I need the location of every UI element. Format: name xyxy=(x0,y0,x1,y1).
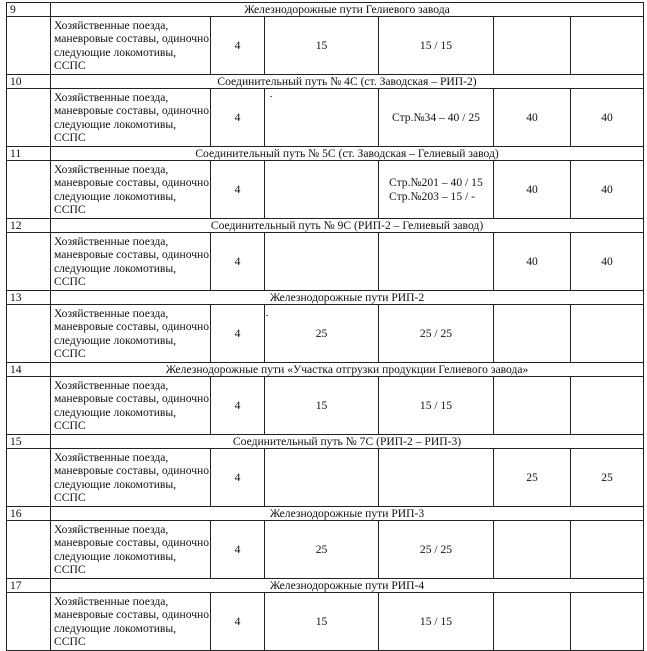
section-title: Железнодорожные пути РИП-4 xyxy=(51,579,644,593)
col5-value xyxy=(379,377,494,435)
section-title: Соединительный путь № 5С (ст. Заводская – Гелиевый завод) xyxy=(51,147,644,161)
number-cell-empty xyxy=(7,449,51,507)
table-row xyxy=(7,521,644,579)
col3-value: 4 xyxy=(211,377,265,435)
col4-value: 15 xyxy=(265,17,379,75)
number-cell-empty xyxy=(7,521,51,579)
section-number: 9 xyxy=(7,3,51,17)
table-row xyxy=(7,17,644,75)
col5-value xyxy=(379,17,494,75)
number-cell-empty xyxy=(7,593,51,651)
col3-value: 4 xyxy=(211,89,265,147)
train-types-cell: Хозяйственные поезда, маневровые составы, одиночно следующие локомотивы, ССПС xyxy=(51,521,211,579)
col5-value xyxy=(379,305,494,363)
section-number: 11 xyxy=(7,147,51,161)
train-types-cell: Хозяйственные поезда, маневровые составы, одиночно следующие локомотивы, ССПС xyxy=(51,593,211,651)
section-header-row xyxy=(7,363,644,377)
train-types-cell: Хозяйственные поезда, маневровые составы, одиночно следующие локомотивы, ССПС xyxy=(51,449,211,507)
col5-line: Стр.№203 – 15 / - xyxy=(389,189,476,203)
section-header-row xyxy=(7,147,644,161)
table-row xyxy=(7,233,644,291)
col4-value: 25 xyxy=(265,305,379,363)
section-number: 12 xyxy=(7,219,51,233)
col4-value xyxy=(265,89,379,147)
col5-value xyxy=(379,89,494,147)
section-title: Железнодорожные пути Гелиевого завода xyxy=(51,3,644,17)
col5-line: 15 / 15 xyxy=(419,38,453,52)
col7-value xyxy=(571,305,644,363)
col5-line: 25 / 25 xyxy=(419,542,453,556)
section-header-row xyxy=(7,219,644,233)
section-number: 16 xyxy=(7,507,51,521)
train-types-cell: Хозяйственные поезда, маневровые составы, одиночно следующие локомотивы, ССПС xyxy=(51,305,211,363)
col6-value: 40 xyxy=(494,161,571,219)
number-cell-empty xyxy=(7,233,51,291)
section-number: 14 xyxy=(7,363,51,377)
col3-value: 4 xyxy=(211,161,265,219)
col4-value: 15 xyxy=(265,377,379,435)
table-row xyxy=(7,89,644,147)
train-types-cell: Хозяйственные поезда, маневровые составы, одиночно следующие локомотивы, ССПС xyxy=(51,377,211,435)
col5-line: 25 / 25 xyxy=(419,326,453,340)
col6-value xyxy=(494,377,571,435)
number-cell-empty xyxy=(7,89,51,147)
col3-value: 4 xyxy=(211,305,265,363)
col3-value: 4 xyxy=(211,521,265,579)
section-title: Железнодорожные пути РИП-2 xyxy=(51,291,644,305)
scan-speck xyxy=(266,315,268,316)
table-row xyxy=(7,377,644,435)
col3-value: 4 xyxy=(211,233,265,291)
col4-value xyxy=(265,233,379,291)
col4-value xyxy=(265,449,379,507)
col7-value xyxy=(571,521,644,579)
train-types-cell: Хозяйственные поезда, маневровые составы, одиночно следующие локомотивы, ССПС xyxy=(51,161,211,219)
section-number: 17 xyxy=(7,579,51,593)
col5-line: 15 / 15 xyxy=(419,614,453,628)
col5-line: Стр.№201 – 40 / 15 xyxy=(389,175,483,189)
table-row xyxy=(7,593,644,651)
col3-value: 4 xyxy=(211,593,265,651)
number-cell-empty xyxy=(7,17,51,75)
col6-value xyxy=(494,305,571,363)
section-title: Соединительный путь № 4С (ст. Заводская – РИП-2) xyxy=(51,75,644,89)
section-title: Соединительный путь № 9С (РИП-2 – Гелиевый завод) xyxy=(51,219,644,233)
col7-value: 40 xyxy=(571,161,644,219)
section-number: 10 xyxy=(7,75,51,89)
col4-value: 15 xyxy=(265,593,379,651)
section-header-row xyxy=(7,435,644,449)
col5-value xyxy=(379,233,494,291)
col6-value xyxy=(494,521,571,579)
speed-limits-table xyxy=(6,2,644,651)
col7-value: 40 xyxy=(571,233,644,291)
col7-value: 40 xyxy=(571,89,644,147)
section-header-row xyxy=(7,507,644,521)
train-types-cell: Хозяйственные поезда, маневровые составы, одиночно следующие локомотивы, ССПС xyxy=(51,89,211,147)
number-cell-empty xyxy=(7,377,51,435)
col6-value xyxy=(494,593,571,651)
section-number: 13 xyxy=(7,291,51,305)
col4-value: 25 xyxy=(265,521,379,579)
col3-value: 4 xyxy=(211,449,265,507)
col5-value xyxy=(379,521,494,579)
section-title: Железнодорожные пути РИП-3 xyxy=(51,507,644,521)
section-header-row xyxy=(7,3,644,17)
section-header-row xyxy=(7,75,644,89)
col5-value xyxy=(379,593,494,651)
col7-value: 25 xyxy=(571,449,644,507)
col3-value: 4 xyxy=(211,17,265,75)
col5-line: 15 / 15 xyxy=(419,398,453,412)
col5-value xyxy=(379,449,494,507)
col7-value xyxy=(571,593,644,651)
table-row xyxy=(7,305,644,363)
section-header-row xyxy=(7,291,644,305)
col6-value: 40 xyxy=(494,89,571,147)
scan-speck xyxy=(270,96,272,97)
section-number: 15 xyxy=(7,435,51,449)
col6-value: 40 xyxy=(494,233,571,291)
section-title: Железнодорожные пути «Участка отгрузки продукции Гелиевого завода» xyxy=(51,363,644,377)
train-types-cell: Хозяйственные поезда, маневровые составы, одиночно следующие локомотивы, ССПС xyxy=(51,17,211,75)
train-types-cell: Хозяйственные поезда, маневровые составы, одиночно следующие локомотивы, ССПС xyxy=(51,233,211,291)
col7-value xyxy=(571,17,644,75)
speed-limits-document xyxy=(6,2,643,648)
section-header-row xyxy=(7,579,644,593)
col5-value xyxy=(379,161,494,219)
table-row xyxy=(7,161,644,219)
number-cell-empty xyxy=(7,305,51,363)
table-row xyxy=(7,449,644,507)
col4-value xyxy=(265,161,379,219)
number-cell-empty xyxy=(7,161,51,219)
col5-line: Стр.№34 – 40 / 25 xyxy=(392,110,480,124)
section-title: Соединительный путь № 7С (РИП-2 – РИП-3) xyxy=(51,435,644,449)
col6-value: 25 xyxy=(494,449,571,507)
col7-value xyxy=(571,377,644,435)
col6-value xyxy=(494,17,571,75)
table-body xyxy=(7,3,644,651)
